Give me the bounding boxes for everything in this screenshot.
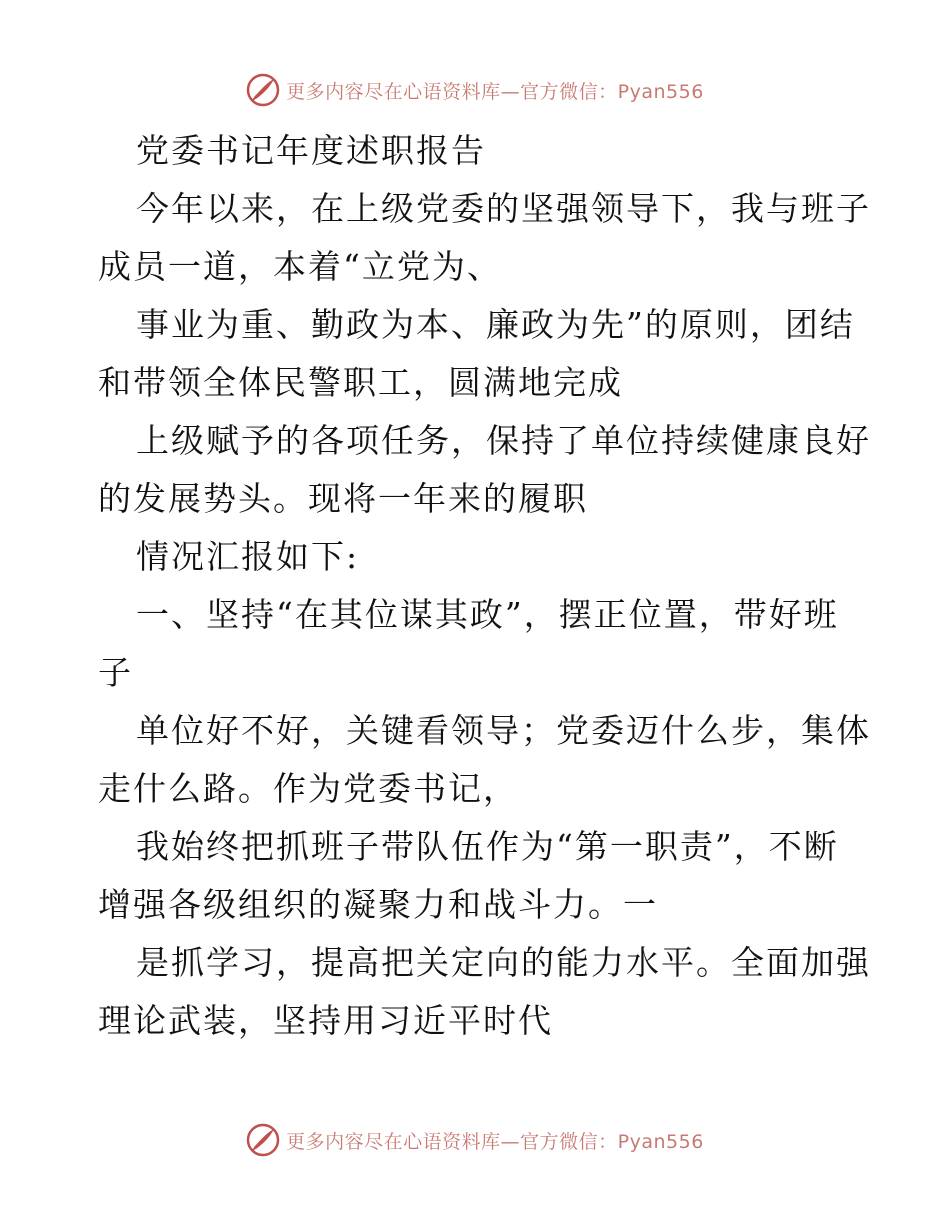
text-line: 走什么路。作为党委书记， (98, 769, 518, 808)
text-line: 上级赋予的各项任务，保持了单位持续健康良好 (136, 421, 871, 460)
feather-pen-logo-icon (246, 1123, 280, 1157)
document-body (98, 122, 871, 1050)
text-line: 的发展势头。现将一年来的履职 (98, 479, 588, 518)
text-line: 情况汇报如下: (136, 537, 360, 576)
text-line: 今年以来，在上级党委的坚强领导下，我与班子 (136, 189, 871, 228)
watermark-text: 更多内容尽在心语资料库—官方微信：Pyan556 (286, 80, 704, 103)
text-line: 子 (98, 653, 133, 692)
text-line: 增强各级组织的凝聚力和战斗力。一 (98, 885, 658, 924)
feather-pen-logo-icon (246, 73, 280, 107)
text-line: 我始终把抓班子带队伍作为“第一职责”，不断 (136, 827, 839, 866)
text-line: 是抓学习，提高把关定向的能力水平。全面加强 (136, 943, 871, 982)
text-line: 事业为重、勤政为本、廉政为先”的原则，团结 (136, 305, 855, 344)
watermark-text: 更多内容尽在心语资料库—官方微信：Pyan556 (286, 1130, 704, 1153)
text-line: 单位好不好，关键看领导；党委迈什么步，集体 (136, 711, 871, 750)
header-watermark (0, 70, 950, 110)
text-line: 党委书记年度述职报告 (136, 131, 486, 170)
text-line: 和带领全体民警职工，圆满地完成 (98, 363, 623, 402)
text-line: 理论武装，坚持用习近平时代 (98, 1001, 553, 1040)
text-line: 一、坚持“在其位谋其政”，摆正位置，带好班 (136, 595, 839, 634)
text-line: 成员一道，本着“立党为、 (98, 247, 502, 286)
footer-watermark (0, 1120, 950, 1160)
